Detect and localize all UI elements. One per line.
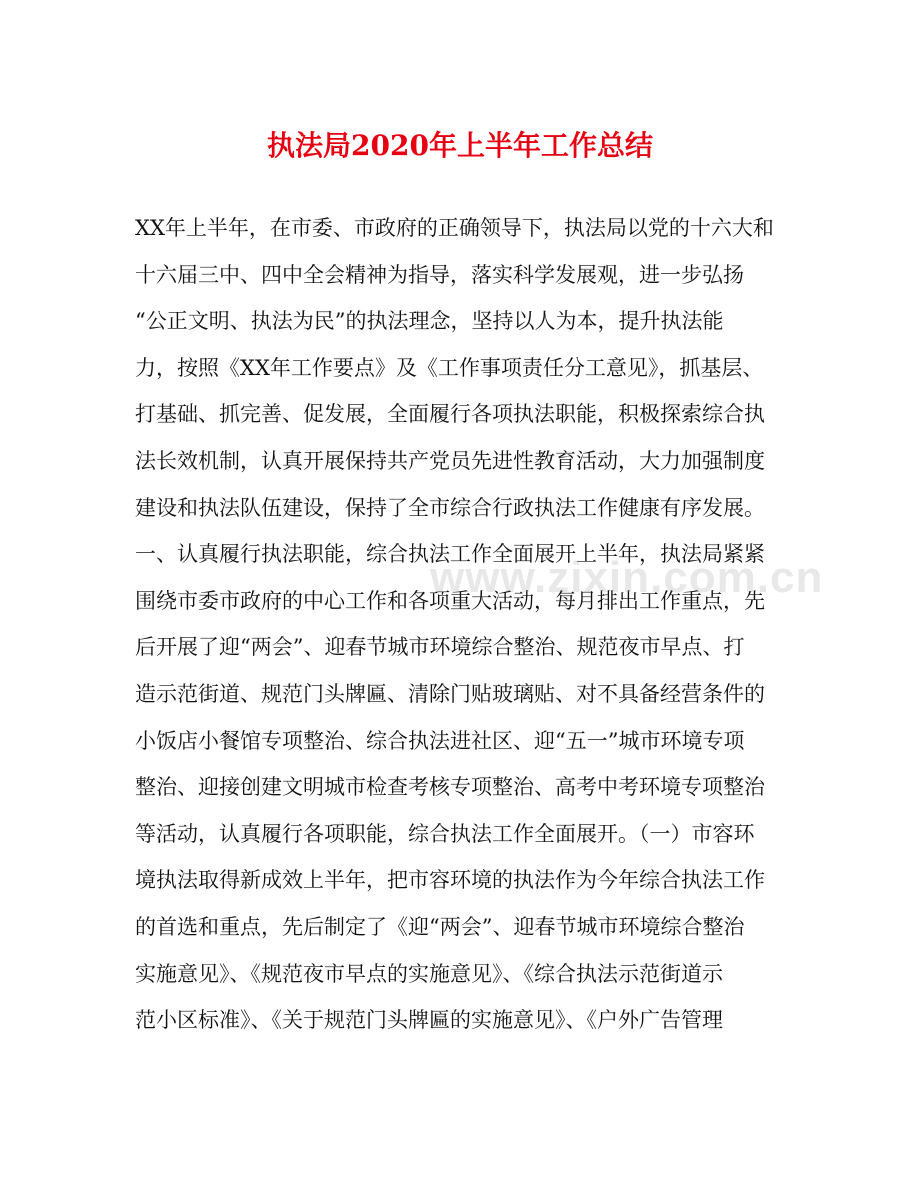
body-line-4: 力，按照《XX年工作要点》及《工作事项责任分工意见》，抓基层、 xyxy=(135,355,764,380)
body-line-16: 的首选和重点，先后制定了《迎“两会”、迎春节城市环境综合整治 xyxy=(135,914,745,939)
body-line-8: 一、认真履行执法职能，综合执法工作全面展开上半年，执法局紧紧 xyxy=(135,542,765,567)
body-line-1: XX年上半年，在市委、市政府的正确领导下，执法局以党的十六大和 xyxy=(135,216,774,240)
watermark: www.zixin.com.cn xyxy=(430,553,824,602)
document-title: 执法局2020年上半年工作总结 xyxy=(267,129,653,162)
body-line-5: 打基础、抓完善、促发展，全面履行各项执法职能，积极探索综合执 xyxy=(135,402,765,427)
body-line-15: 境执法取得新成效上半年，把市容环境的执法作为今年综合执法工作 xyxy=(135,868,765,893)
body-line-6: 法长效机制，认真开展保持共产党员先进性教育活动，大力加强制度 xyxy=(135,448,765,473)
body-line-2: 十六届三中、四中全会精神为指导，落实科学发展观，进一步弘扬 xyxy=(135,262,744,287)
document-body xyxy=(135,205,785,1044)
body-line-9: 围绕市委市政府的中心工作和各项重大活动，每月排出工作重点，先 xyxy=(135,588,765,613)
body-line-7: 建设和执法队伍建设，保持了全市综合行政执法工作健康有序发展。 xyxy=(135,495,765,520)
body-line-12: 小饭店小餐馆专项整治、综合执法进社区、迎“五一”城市环境专项 xyxy=(135,728,745,753)
body-line-13: 整治、迎接创建文明城市检查考核专项整治、高考中考环境专项整治 xyxy=(135,775,765,800)
body-line-14: 等活动，认真履行各项职能，综合执法工作全面展开。（一）市容环 xyxy=(135,821,755,846)
body-line-11: 造示范街道、规范门头牌匾、清除门贴玻璃贴、对不具备经营条件的 xyxy=(135,681,765,706)
body-line-17: 实施意见》、《规范夜市早点的实施意见》、《综合执法示范街道示 xyxy=(135,961,723,986)
body-line-18: 范小区标准》、《关于规范门头牌匾的实施意见》、《户外广告管理 xyxy=(135,1008,723,1033)
body-line-3: “公正文明、执法为民”的执法理念，坚持以人为本，提升执法能 xyxy=(135,309,724,334)
body-line-10: 后开展了迎“两会”、迎春节城市环境综合整治、规范夜市早点、打 xyxy=(135,635,745,660)
